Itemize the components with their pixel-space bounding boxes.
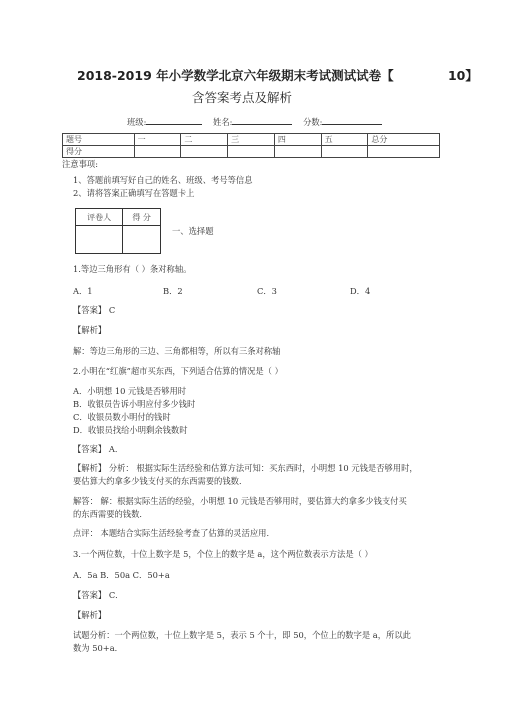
question-stem: 1.等边三角形有（ ）条对称轴。 — [73, 264, 192, 274]
analysis-label: 【解析】 — [73, 610, 107, 620]
notes-item: 1、答题前填写好自己的姓名、班级、考号等信息 — [73, 175, 253, 185]
question-stem: 3.一个两位数，十位上数字是 5，个位上的数字是 a，这个两位数表示方法是（ ） — [73, 549, 373, 559]
name-label: 姓名: — [213, 117, 233, 127]
grader-input[interactable] — [76, 226, 123, 254]
answer: 【答案】 C． — [73, 590, 124, 600]
score-label: 分数: — [303, 117, 323, 127]
options-line: A．5a B．50a C．50+a — [73, 570, 170, 580]
grader-label: 评卷人 — [76, 209, 123, 226]
score-cell: 得分 — [63, 146, 135, 158]
score-input-cell[interactable] — [368, 146, 440, 158]
answer: 【答案】 A． — [73, 444, 124, 454]
option-b: B．收银员告诉小明应付多少钱时 — [73, 399, 196, 409]
score-cell: 题号 — [63, 134, 135, 146]
option-d: D．4 — [350, 286, 371, 296]
score-field[interactable] — [322, 115, 382, 125]
analysis-label: 【解析】 — [73, 325, 107, 335]
class-label: 班级: — [127, 117, 147, 127]
grader-box — [75, 208, 161, 254]
class-field[interactable] — [146, 115, 202, 125]
score-input-cell[interactable] — [274, 146, 321, 158]
score-cell: 二 — [181, 134, 228, 146]
section-heading: 一、选择题 — [172, 226, 214, 236]
page-title-number: 10】 — [447, 68, 478, 83]
question-stem: 2.小明在“红旗”超市买东西，下列适合估算的情况是（ ） — [73, 366, 283, 376]
option-c: C．3 — [257, 286, 277, 296]
score-table-score-row — [63, 146, 440, 158]
score-table-header-row — [63, 134, 440, 146]
score-cell: 五 — [321, 134, 368, 146]
info-line — [127, 115, 382, 128]
option-b: B．2 — [163, 286, 183, 296]
score-input-cell[interactable] — [228, 146, 275, 158]
analysis-text: 数为 50+a． — [73, 643, 123, 653]
score-input-cell[interactable] — [134, 146, 181, 158]
analysis-text: 解：等边三角形的三边、三角都相等，所以有三条对称轴 — [73, 346, 281, 356]
score-cell: 四 — [274, 134, 321, 146]
score-label-cell: 得 分 — [123, 209, 161, 226]
comment-text: 点评： 本题结合实际生活经验考查了估算的灵活应用． — [73, 528, 275, 538]
notes-title: 注意事项: — [62, 159, 98, 169]
option-d: D．收银员找给小明剩余钱数时 — [73, 425, 188, 435]
analysis-text: 试题分析：一个两位数，十位上数字是 5，表示 5 个十，即 50，个位上的数字是 a，所以此 — [73, 630, 411, 640]
page-title-main: 2018-2019 年小学数学北京六年级期末考试测试试卷【 — [77, 68, 394, 83]
solution-text: 的东西需要的钱数． — [73, 509, 148, 519]
grader-score-input[interactable] — [123, 226, 161, 254]
score-cell: 总分 — [368, 134, 440, 146]
score-cell: 三 — [228, 134, 275, 146]
answer: 【答案】 C — [73, 305, 116, 315]
score-table — [62, 133, 440, 158]
name-field[interactable] — [232, 115, 292, 125]
analysis-text: 【解析】 分析： 根据实际生活经验和估算方法可知：买东西时，小明想 10 元钱是否够用时， — [73, 463, 418, 473]
page-subtitle: 含答案考点及解析 — [192, 90, 293, 105]
option-a: A．1 — [73, 286, 93, 296]
option-c: C．收银员数小明付的钱时 — [73, 412, 171, 422]
solution-text: 解答： 解：根据实际生活的经验，小明想 10 元钱是否够用时，要估算大约拿多少钱支付买 — [73, 496, 407, 506]
analysis-text: 要估算大约拿多少钱支付买的东西需要的钱数． — [73, 476, 248, 486]
score-input-cell[interactable] — [181, 146, 228, 158]
page-title — [77, 66, 478, 84]
score-input-cell[interactable] — [321, 146, 368, 158]
option-a: A．小明想 10 元钱是否够用时 — [73, 386, 187, 396]
score-cell: 一 — [134, 134, 181, 146]
notes-item: 2、请将答案正确填写在答题卡上 — [73, 188, 195, 198]
